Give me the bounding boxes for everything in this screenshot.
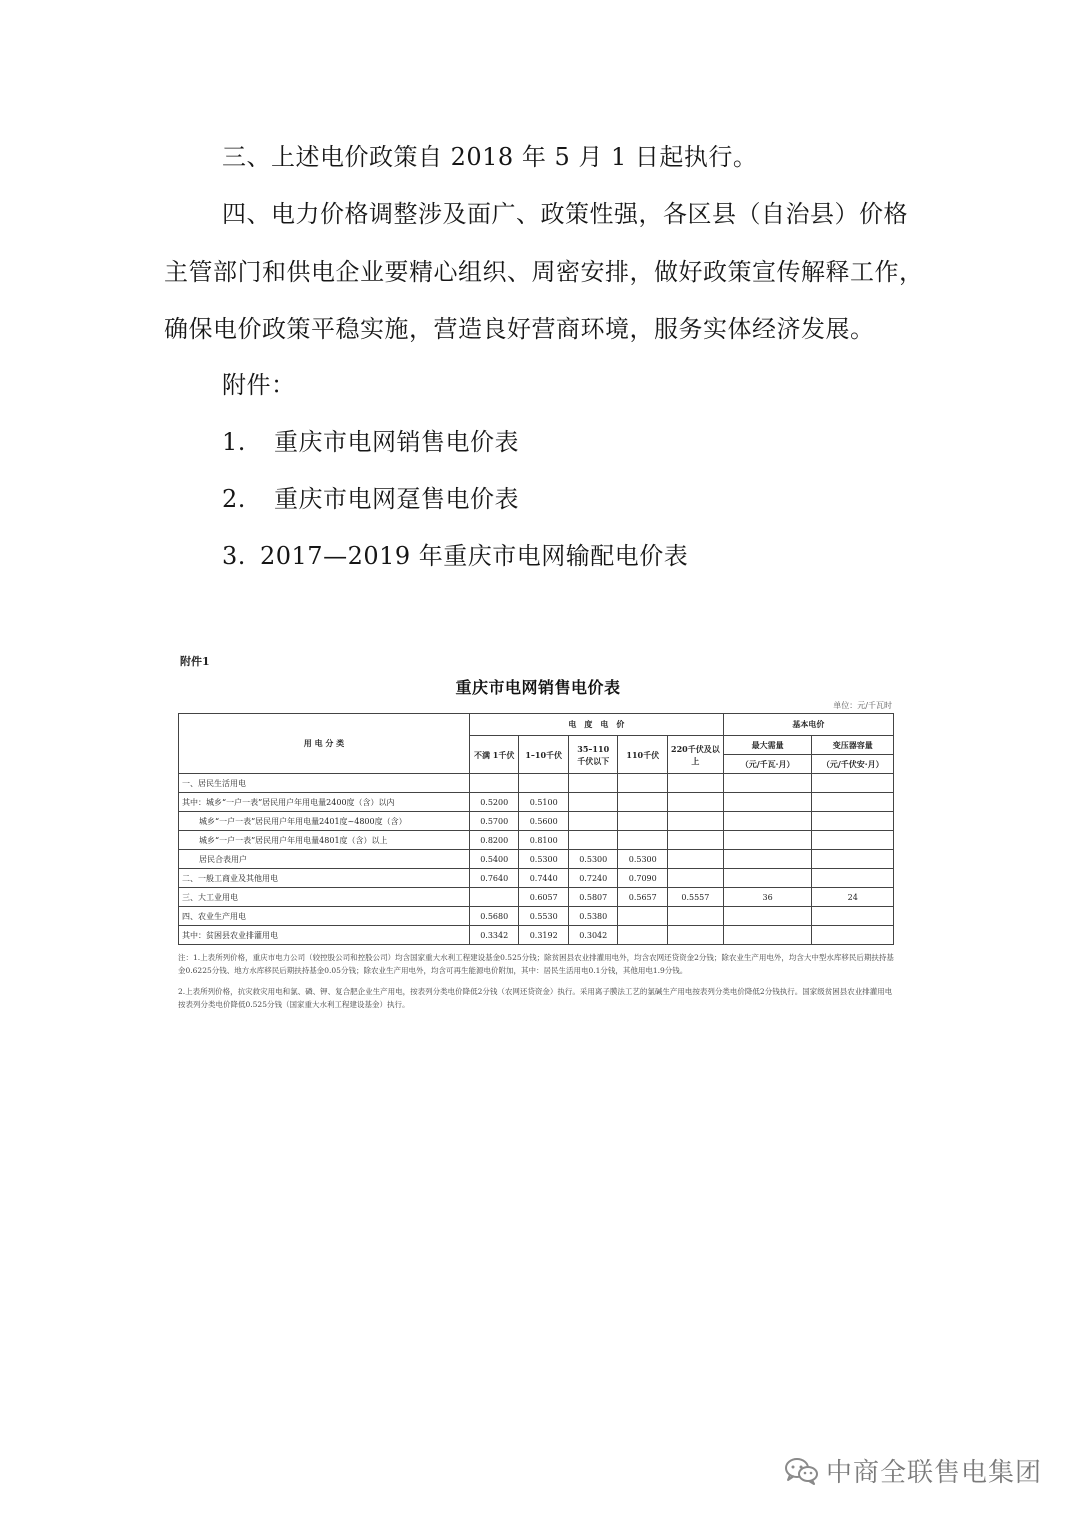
cell-value: 0.8100	[519, 831, 569, 850]
header-category: 用 电 分 类	[179, 714, 470, 774]
header-voltage-col: 35–110 千伏以下	[568, 736, 618, 774]
row-category: 三、大工业用电	[179, 888, 470, 907]
row-category: 居民合表用户	[179, 850, 470, 869]
cell-value: 0.5680	[469, 907, 519, 926]
cell-value	[812, 926, 894, 945]
attachment-title: 2017—2019 年重庆市电网输配电价表	[260, 542, 689, 570]
cell-value: 0.5600	[519, 812, 569, 831]
header-transformer-unit: （元/千伏安·月）	[812, 755, 894, 774]
cell-value: 0.5400	[469, 850, 519, 869]
cell-value: 24	[812, 888, 894, 907]
cell-value: 0.5300	[519, 850, 569, 869]
cell-value: 0.5530	[519, 907, 569, 926]
cell-value: 0.7440	[519, 869, 569, 888]
row-category: 城乡“一户一表”居民用户年用电量2401度~4800度（含）	[179, 812, 470, 831]
row-category: 二、一般工商业及其他用电	[179, 869, 470, 888]
attachment-number: 1.	[222, 428, 246, 456]
watermark-text: 中商全联售电集团	[825, 1458, 1042, 1488]
cell-value: 0.5657	[618, 888, 668, 907]
cell-value	[618, 812, 668, 831]
cell-value	[812, 793, 894, 812]
note-2: 2.上表所列价格，抗灾救灾用电和氯、磷、钾、复合肥企业生产用电，按表列分类电价降低2分钱（农网还贷资金）执行。采用离子膜法工艺的氯碱生产用电按表列分类电价降低2分钱执行。国家级贫困县农业排灌用电按表列分类电价降低0.525分钱（国家重大水利工程建设基金）执行。	[178, 987, 893, 1009]
wechat-icon	[784, 1457, 818, 1485]
cell-value: 0.5557	[668, 888, 724, 907]
row-category: 其中：城乡“一户一表”居民用户年用电量2400度（含）以内	[179, 793, 470, 812]
header-voltage-col: 220千伏及以上	[668, 736, 724, 774]
annex-title: 重庆市电网销售电价表	[455, 678, 621, 697]
note-1: 注：1.上表所列价格，重庆市电力公司（较控股公司和控股公司）均含国家重大水利工程建设基金0.525分钱；除贫困县农业排灌用电外，均含农网还贷资金2分钱；除农业生产用电外，均含大中型水库移民后期扶持基金0.6225分钱、地方水库移民后期扶持基金0.05分钱；除农业生产用电外，均含可再生能源电价附加，其中：居民生活用电0.1分钱，其他用电1.9分钱。	[178, 953, 894, 975]
cell-value	[469, 888, 519, 907]
cell-value: 0.7090	[618, 869, 668, 888]
header-energy-price: 电 度 电 价	[469, 714, 723, 736]
header-basic-price: 基本电价	[723, 714, 893, 736]
cell-value: 0.5700	[469, 812, 519, 831]
table-row	[179, 793, 894, 812]
cell-value: 36	[723, 888, 812, 907]
cell-value	[812, 869, 894, 888]
tariff-table	[178, 713, 894, 945]
cell-value: 0.7240	[568, 869, 618, 888]
unit-label: 单位：元/千瓦时	[833, 701, 892, 710]
cell-value: 0.5380	[568, 907, 618, 926]
attachment-item	[222, 426, 519, 458]
cell-value	[568, 831, 618, 850]
paragraph-implementation-line3: 确保电价政策平稳实施，营造良好营商环境，服务实体经济发展。	[164, 315, 875, 343]
header-voltage-col: 1–10千伏	[519, 736, 569, 774]
cell-value	[618, 831, 668, 850]
table-row	[179, 812, 894, 831]
cell-value	[668, 774, 724, 793]
cell-value	[668, 926, 724, 945]
cell-value	[812, 774, 894, 793]
table-row	[179, 774, 894, 793]
attachment-item	[222, 540, 688, 572]
cell-value	[812, 831, 894, 850]
cell-value	[668, 812, 724, 831]
header-voltage-col: 110千伏	[618, 736, 668, 774]
cell-value: 0.6057	[519, 888, 569, 907]
cell-value	[723, 793, 812, 812]
row-category: 城乡“一户一表”居民用户年用电量4801度（含）以上	[179, 831, 470, 850]
cell-value	[723, 812, 812, 831]
cell-value: 0.3042	[568, 926, 618, 945]
watermark	[784, 1452, 1042, 1489]
cell-value	[568, 793, 618, 812]
row-category: 一、居民生活用电	[179, 774, 470, 793]
cell-value: 0.5300	[618, 850, 668, 869]
attachment-title: 重庆市电网销售电价表	[274, 428, 519, 456]
cell-value	[668, 850, 724, 869]
cell-value: 0.3192	[519, 926, 569, 945]
header-voltage-col: 不满 1千伏	[469, 736, 519, 774]
cell-value	[723, 907, 812, 926]
cell-value: 0.5100	[519, 793, 569, 812]
cell-value	[723, 774, 812, 793]
cell-value	[812, 850, 894, 869]
annex-label: 附件1	[180, 655, 210, 668]
paragraph-implementation-line1: 四、电力价格调整涉及面广、政策性强，各区县（自治县）价格	[222, 200, 908, 228]
cell-value	[812, 907, 894, 926]
table-row	[179, 888, 894, 907]
header-max-demand: 最大需量	[723, 736, 812, 755]
attachment-number: 2.	[222, 485, 246, 513]
header-transformer-capacity: 变压器容量	[812, 736, 894, 755]
paragraph-implementation-line2: 主管部门和供电企业要精心组织、周密安排，做好政策宣传解释工作，	[164, 258, 924, 286]
cell-value: 0.8200	[469, 831, 519, 850]
attachment-number: 3.	[222, 542, 246, 570]
cell-value	[668, 869, 724, 888]
cell-value	[618, 774, 668, 793]
table-row	[179, 850, 894, 869]
cell-value: 0.5300	[568, 850, 618, 869]
attachments-label: 附件：	[222, 371, 296, 399]
cell-value	[668, 793, 724, 812]
cell-value	[668, 907, 724, 926]
cell-value	[469, 774, 519, 793]
row-category: 其中：贫困县农业排灌用电	[179, 926, 470, 945]
table-row	[179, 907, 894, 926]
cell-value: 0.3342	[469, 926, 519, 945]
cell-value	[618, 907, 668, 926]
table-row	[179, 926, 894, 945]
cell-value	[568, 774, 618, 793]
cell-value	[723, 926, 812, 945]
table-row	[179, 869, 894, 888]
cell-value	[723, 831, 812, 850]
cell-value	[568, 812, 618, 831]
cell-value: 0.5200	[469, 793, 519, 812]
row-category: 四、农业生产用电	[179, 907, 470, 926]
cell-value	[618, 793, 668, 812]
cell-value	[618, 926, 668, 945]
attachment-item	[222, 483, 519, 515]
attachment-title: 重庆市电网趸售电价表	[274, 485, 519, 513]
cell-value	[519, 774, 569, 793]
cell-value	[723, 850, 812, 869]
header-max-demand-unit: （元/千瓦·月）	[723, 755, 812, 774]
cell-value: 0.7640	[469, 869, 519, 888]
cell-value	[668, 831, 724, 850]
table-row	[179, 831, 894, 850]
cell-value	[812, 812, 894, 831]
cell-value	[723, 869, 812, 888]
paragraph-effective-date: 三、上述电价政策自 2018 年 5 月 1 日起执行。	[222, 143, 758, 171]
table-notes	[178, 951, 894, 1019]
cell-value: 0.5807	[568, 888, 618, 907]
